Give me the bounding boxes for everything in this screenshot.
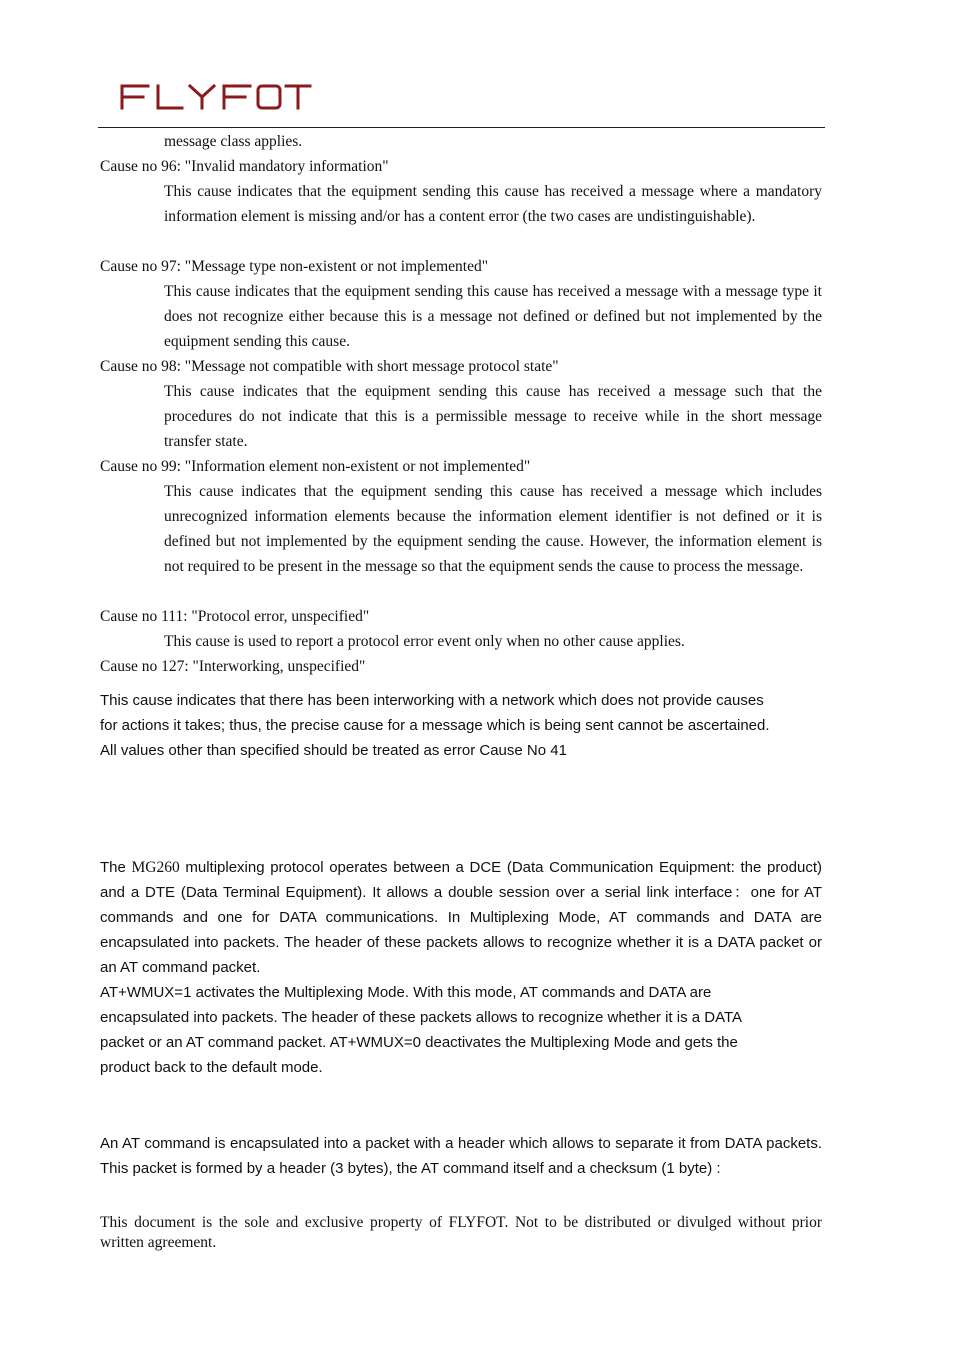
wmux-line-4: product back to the default mode. [100,1059,323,1076]
cause-97-title: Cause no 97: "Message type non-existent or not implemented" [100,258,489,275]
interworking-line-1: This cause indicates that there has been interworking with a network which does not provide causes [100,692,764,709]
cause-111-text: This cause is used to report a protocol error event only when no other cause applies. [164,633,685,650]
mux-intro-prefix: The [100,859,132,876]
wmux-line-2: encapsulated into packets. The header of these packets allows to recognize whether it is a DATA [100,1009,743,1026]
flyfot-logo [118,82,312,112]
footer-disclaimer: This document is the sole and exclusive property of FLYFOT. Not to be distributed or divulged without prior written agreement. [100,1214,822,1251]
model-name: MG260 [131,859,180,876]
cause-96-text: This cause indicates that the equipment sending this cause has received a message where a mandatory information element is missing and/or has a content error (the two cases are undistinguishable). [164,183,822,225]
cause-111-title: Cause no 111: "Protocol error, unspecified" [100,608,370,625]
cause-99-title: Cause no 99: "Information element non-existent or not implemented" [100,458,531,475]
header-divider [98,127,825,128]
cause-99-text: This cause indicates that the equipment sending this cause has received a message which includes unrecognized information elements because the information element identifier is not defined or it is defined but not implemented by the equipment sending the cause. However, the information element is not required to be present in the message so that the equipment sends the cause to process the message. [164,483,822,575]
cause-98-text: This cause indicates that the equipment sending this cause has received a message such that the procedures do not indicate that this is a permissible message to receive while in the short message transfer state. [164,383,822,450]
mux-intro-paragraph [100,855,822,980]
at-packet-paragraph: An AT command is encapsulated into a packet with a header which allows to separate it from DATA packets. This packet is formed by a header (3 bytes), the AT command itself and a checksum (1 byte) : [100,1135,822,1177]
cause-96-title: Cause no 96: "Invalid mandatory information" [100,158,389,175]
mux-intro-rest: multiplexing protocol operates between a DCE (Data Communication Equipment: the product) and a DTE (Data Terminal Equipment). It allows a double session over a serial link interface：one for AT commands and one for DATA communications. In Multiplexing Mode, AT commands and DATA are encapsulated into packets. The header of these packets allows to recognize whether it is a DATA packet or an AT command packet. [100,859,823,976]
continued-line: message class applies. [164,133,303,150]
wmux-line-1: AT+WMUX=1 activates the Multiplexing Mode. With this mode, AT commands and DATA are [100,984,712,1001]
interworking-line-3: All values other than specified should be treated as error Cause No 41 [100,742,567,759]
wmux-line-3: packet or an AT command packet. AT+WMUX=0 deactivates the Multiplexing Mode and gets the [100,1034,738,1051]
cause-127-title: Cause no 127: "Interworking, unspecified" [100,658,366,675]
cause-97-text: This cause indicates that the equipment sending this cause has received a message with a message type it does not recognize either because this is a message not defined or defined but not implemented by the equipment sending this cause. [164,283,822,350]
cause-98-title: Cause no 98: "Message not compatible with short message protocol state" [100,358,559,375]
interworking-line-2: for actions it takes; thus, the precise cause for a message which is being sent cannot be ascertained. [100,717,770,734]
